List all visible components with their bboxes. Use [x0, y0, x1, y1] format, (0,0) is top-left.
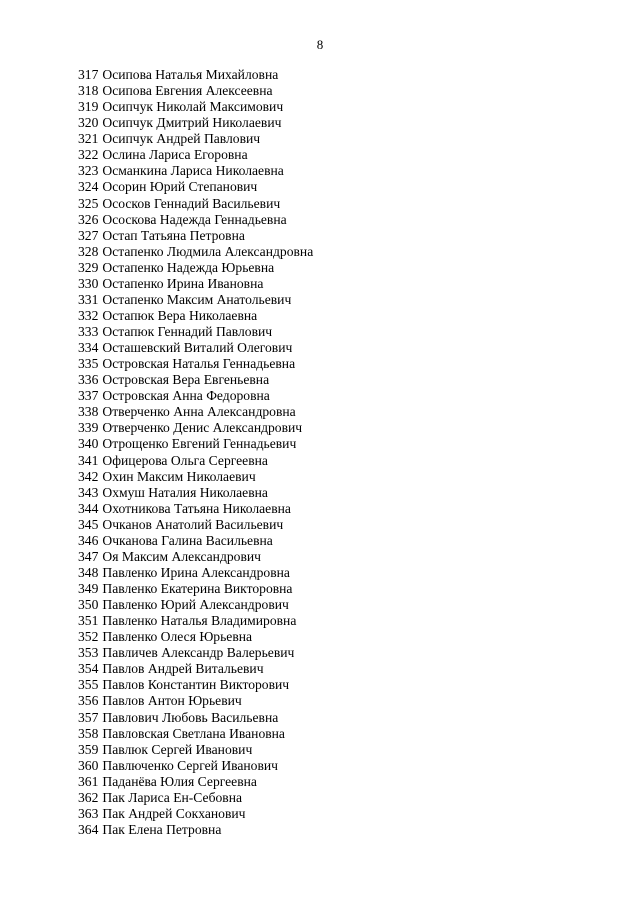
entry-number: 336	[78, 372, 99, 388]
entry-name: Пак Елена Петровна	[102, 821, 222, 837]
list-item	[78, 131, 313, 147]
entry-number: 330	[78, 275, 99, 291]
entry-name: Ослина Лариса Егоровна	[102, 147, 248, 163]
entry-name: Осташевский Виталий Олегович	[102, 340, 293, 356]
entry-number: 348	[78, 564, 99, 580]
entry-number: 329	[78, 259, 99, 275]
entry-number: 356	[78, 693, 99, 709]
list-item	[78, 179, 313, 195]
entry-name: Оя Максим Александрович	[102, 548, 262, 564]
entry-number: 344	[78, 500, 99, 516]
list-item	[78, 436, 313, 452]
list-item	[78, 597, 313, 613]
entry-name: Отверченко Анна Александровна	[102, 404, 296, 420]
entry-name: Павленко Юрий Александрович	[102, 597, 289, 613]
entry-name: Остапюк Геннадий Павлович	[102, 324, 273, 339]
entry-name: Очканов Анатолий Васильевич	[102, 516, 284, 532]
list-item	[78, 774, 313, 790]
list-item	[78, 629, 313, 645]
entry-number: 360	[78, 757, 99, 773]
entry-name: Пак Лариса Ен-Себовна	[102, 789, 243, 805]
entry-name: Остап Татьяна Петровна	[102, 227, 245, 243]
entry-name: Отрощенко Евгений Геннадьевич	[102, 436, 297, 452]
entry-number: 324	[78, 179, 99, 195]
list-item	[78, 758, 313, 774]
entry-name: Остапенко Максим Анатольевич	[102, 291, 292, 307]
entry-number: 318	[78, 83, 99, 99]
entry-number: 350	[78, 597, 99, 613]
entry-name: Павленко Наталья Владимировна	[102, 613, 297, 629]
entry-number: 333	[78, 324, 99, 339]
entry-number: 328	[78, 243, 99, 259]
list-item	[78, 163, 313, 179]
entry-name: Осипова Наталья Михайловна	[102, 67, 279, 82]
list-item	[78, 356, 313, 372]
entry-name: Осипова Евгения Алексеевна	[102, 83, 273, 99]
entry-name: Остапюк Вера Николаевна	[102, 307, 258, 323]
entry-number: 362	[78, 789, 99, 805]
page-number: 8	[316, 37, 324, 52]
list-item	[78, 469, 313, 485]
entry-number: 335	[78, 356, 99, 372]
list-item	[78, 581, 313, 597]
entry-name: Павленко Ирина Александровна	[102, 564, 290, 580]
entry-number: 321	[78, 131, 99, 147]
entry-name: Павлюк Сергей Иванович	[102, 741, 253, 757]
entry-name: Осипчук Андрей Павлович	[102, 131, 261, 147]
entry-number: 349	[78, 581, 99, 596]
entry-name: Осорин Юрий Степанович	[102, 179, 258, 195]
entry-number: 355	[78, 677, 99, 693]
entry-name: Осипчук Николай Максимович	[102, 99, 284, 115]
entry-number: 339	[78, 420, 99, 436]
entry-name: Остапенко Ирина Ивановна	[102, 275, 264, 291]
entry-number: 342	[78, 468, 99, 484]
entry-number: 323	[78, 163, 99, 179]
entry-name: Павленко Екатерина Викторовна	[102, 581, 293, 596]
entry-number: 363	[78, 805, 99, 821]
list-item	[78, 453, 313, 469]
list-item	[78, 372, 313, 388]
entry-number: 354	[78, 661, 99, 677]
list-item	[78, 517, 313, 533]
entry-number: 338	[78, 404, 99, 420]
list-item	[78, 822, 313, 838]
entry-name: Павловская Светлана Ивановна	[102, 725, 285, 741]
entry-name: Островская Вера Евгеньевна	[102, 372, 270, 388]
entry-name: Островская Наталья Геннадьевна	[102, 356, 296, 372]
entry-name: Пак Андрей Сокханович	[102, 805, 246, 821]
entry-name: Охотникова Татьяна Николаевна	[102, 500, 291, 516]
name-list	[78, 67, 313, 838]
entry-name: Островская Анна Федоровна	[102, 388, 270, 404]
entry-name: Павленко Олеся Юрьевна	[102, 629, 253, 645]
list-item	[78, 67, 313, 83]
entry-number: 340	[78, 436, 99, 452]
entry-name: Остапенко Людмила Александровна	[102, 243, 314, 259]
entry-number: 319	[78, 99, 99, 115]
entry-number: 361	[78, 773, 99, 789]
entry-name: Ососков Геннадий Васильевич	[102, 195, 281, 211]
entry-number: 343	[78, 484, 99, 500]
entry-name: Отверченко Денис Александрович	[102, 420, 303, 436]
list-item	[78, 404, 313, 420]
list-item	[78, 99, 313, 115]
list-item	[78, 726, 313, 742]
entry-name: Павлов Антон Юрьевич	[102, 693, 242, 709]
list-item	[78, 693, 313, 709]
entry-number: 326	[78, 211, 99, 227]
list-item	[78, 790, 313, 806]
list-item	[78, 420, 313, 436]
entry-number: 359	[78, 741, 99, 757]
entry-name: Османкина Лариса Николаевна	[102, 163, 284, 179]
list-item	[78, 83, 313, 99]
entry-number: 357	[78, 709, 99, 725]
list-item	[78, 501, 313, 517]
entry-name: Павлов Андрей Витальевич	[102, 661, 264, 677]
list-item	[78, 549, 313, 565]
list-item	[78, 292, 313, 308]
list-item	[78, 645, 313, 661]
entry-number: 327	[78, 227, 99, 243]
list-item	[78, 276, 313, 292]
list-item	[78, 196, 313, 212]
list-item	[78, 212, 313, 228]
entry-number: 341	[78, 452, 99, 468]
entry-number: 351	[78, 613, 99, 629]
list-item	[78, 742, 313, 758]
list-item	[78, 308, 313, 324]
list-item	[78, 115, 313, 131]
list-item	[78, 485, 313, 501]
entry-number: 322	[78, 147, 99, 163]
entry-name: Павлюченко Сергей Иванович	[102, 757, 279, 773]
entry-number: 331	[78, 291, 99, 307]
entry-name: Ососкова Надежда Геннадьевна	[102, 211, 287, 227]
list-item	[78, 565, 313, 581]
entry-number: 320	[78, 115, 99, 131]
list-item	[78, 710, 313, 726]
entry-name: Павлов Константин Викторович	[102, 677, 290, 693]
entry-name: Павлович Любовь Васильевна	[102, 709, 279, 725]
list-item	[78, 388, 313, 404]
list-item	[78, 613, 313, 629]
list-item	[78, 806, 313, 822]
entry-name: Паданёва Юлия Сергеевна	[102, 773, 257, 789]
entry-number: 364	[78, 821, 99, 837]
list-item	[78, 661, 313, 677]
entry-number: 334	[78, 340, 99, 356]
entry-name: Остапенко Надежда Юрьевна	[102, 259, 275, 275]
list-item	[78, 260, 313, 276]
entry-number: 325	[78, 195, 99, 211]
entry-name: Охмуш Наталия Николаевна	[102, 484, 268, 500]
list-item	[78, 147, 313, 163]
entry-number: 353	[78, 645, 99, 661]
list-item	[78, 340, 313, 356]
entry-number: 347	[78, 548, 99, 564]
list-item	[78, 677, 313, 693]
entry-number: 337	[78, 388, 99, 404]
list-item	[78, 533, 313, 549]
entry-name: Осипчук Дмитрий Николаевич	[102, 115, 282, 131]
entry-name: Охин Максим Николаевич	[102, 468, 256, 484]
entry-name: Очканова Галина Васильевна	[102, 532, 273, 548]
entry-number: 346	[78, 532, 99, 548]
list-item	[78, 324, 313, 340]
entry-number: 358	[78, 725, 99, 741]
list-item	[78, 244, 313, 260]
entry-number: 345	[78, 516, 99, 532]
entry-number: 332	[78, 307, 99, 323]
entry-name: Офицерова Ольга Сергеевна	[102, 452, 268, 468]
entry-number: 352	[78, 629, 99, 645]
list-item	[78, 228, 313, 244]
entry-name: Павличев Александр Валерьевич	[102, 645, 295, 661]
entry-number: 317	[78, 67, 99, 82]
